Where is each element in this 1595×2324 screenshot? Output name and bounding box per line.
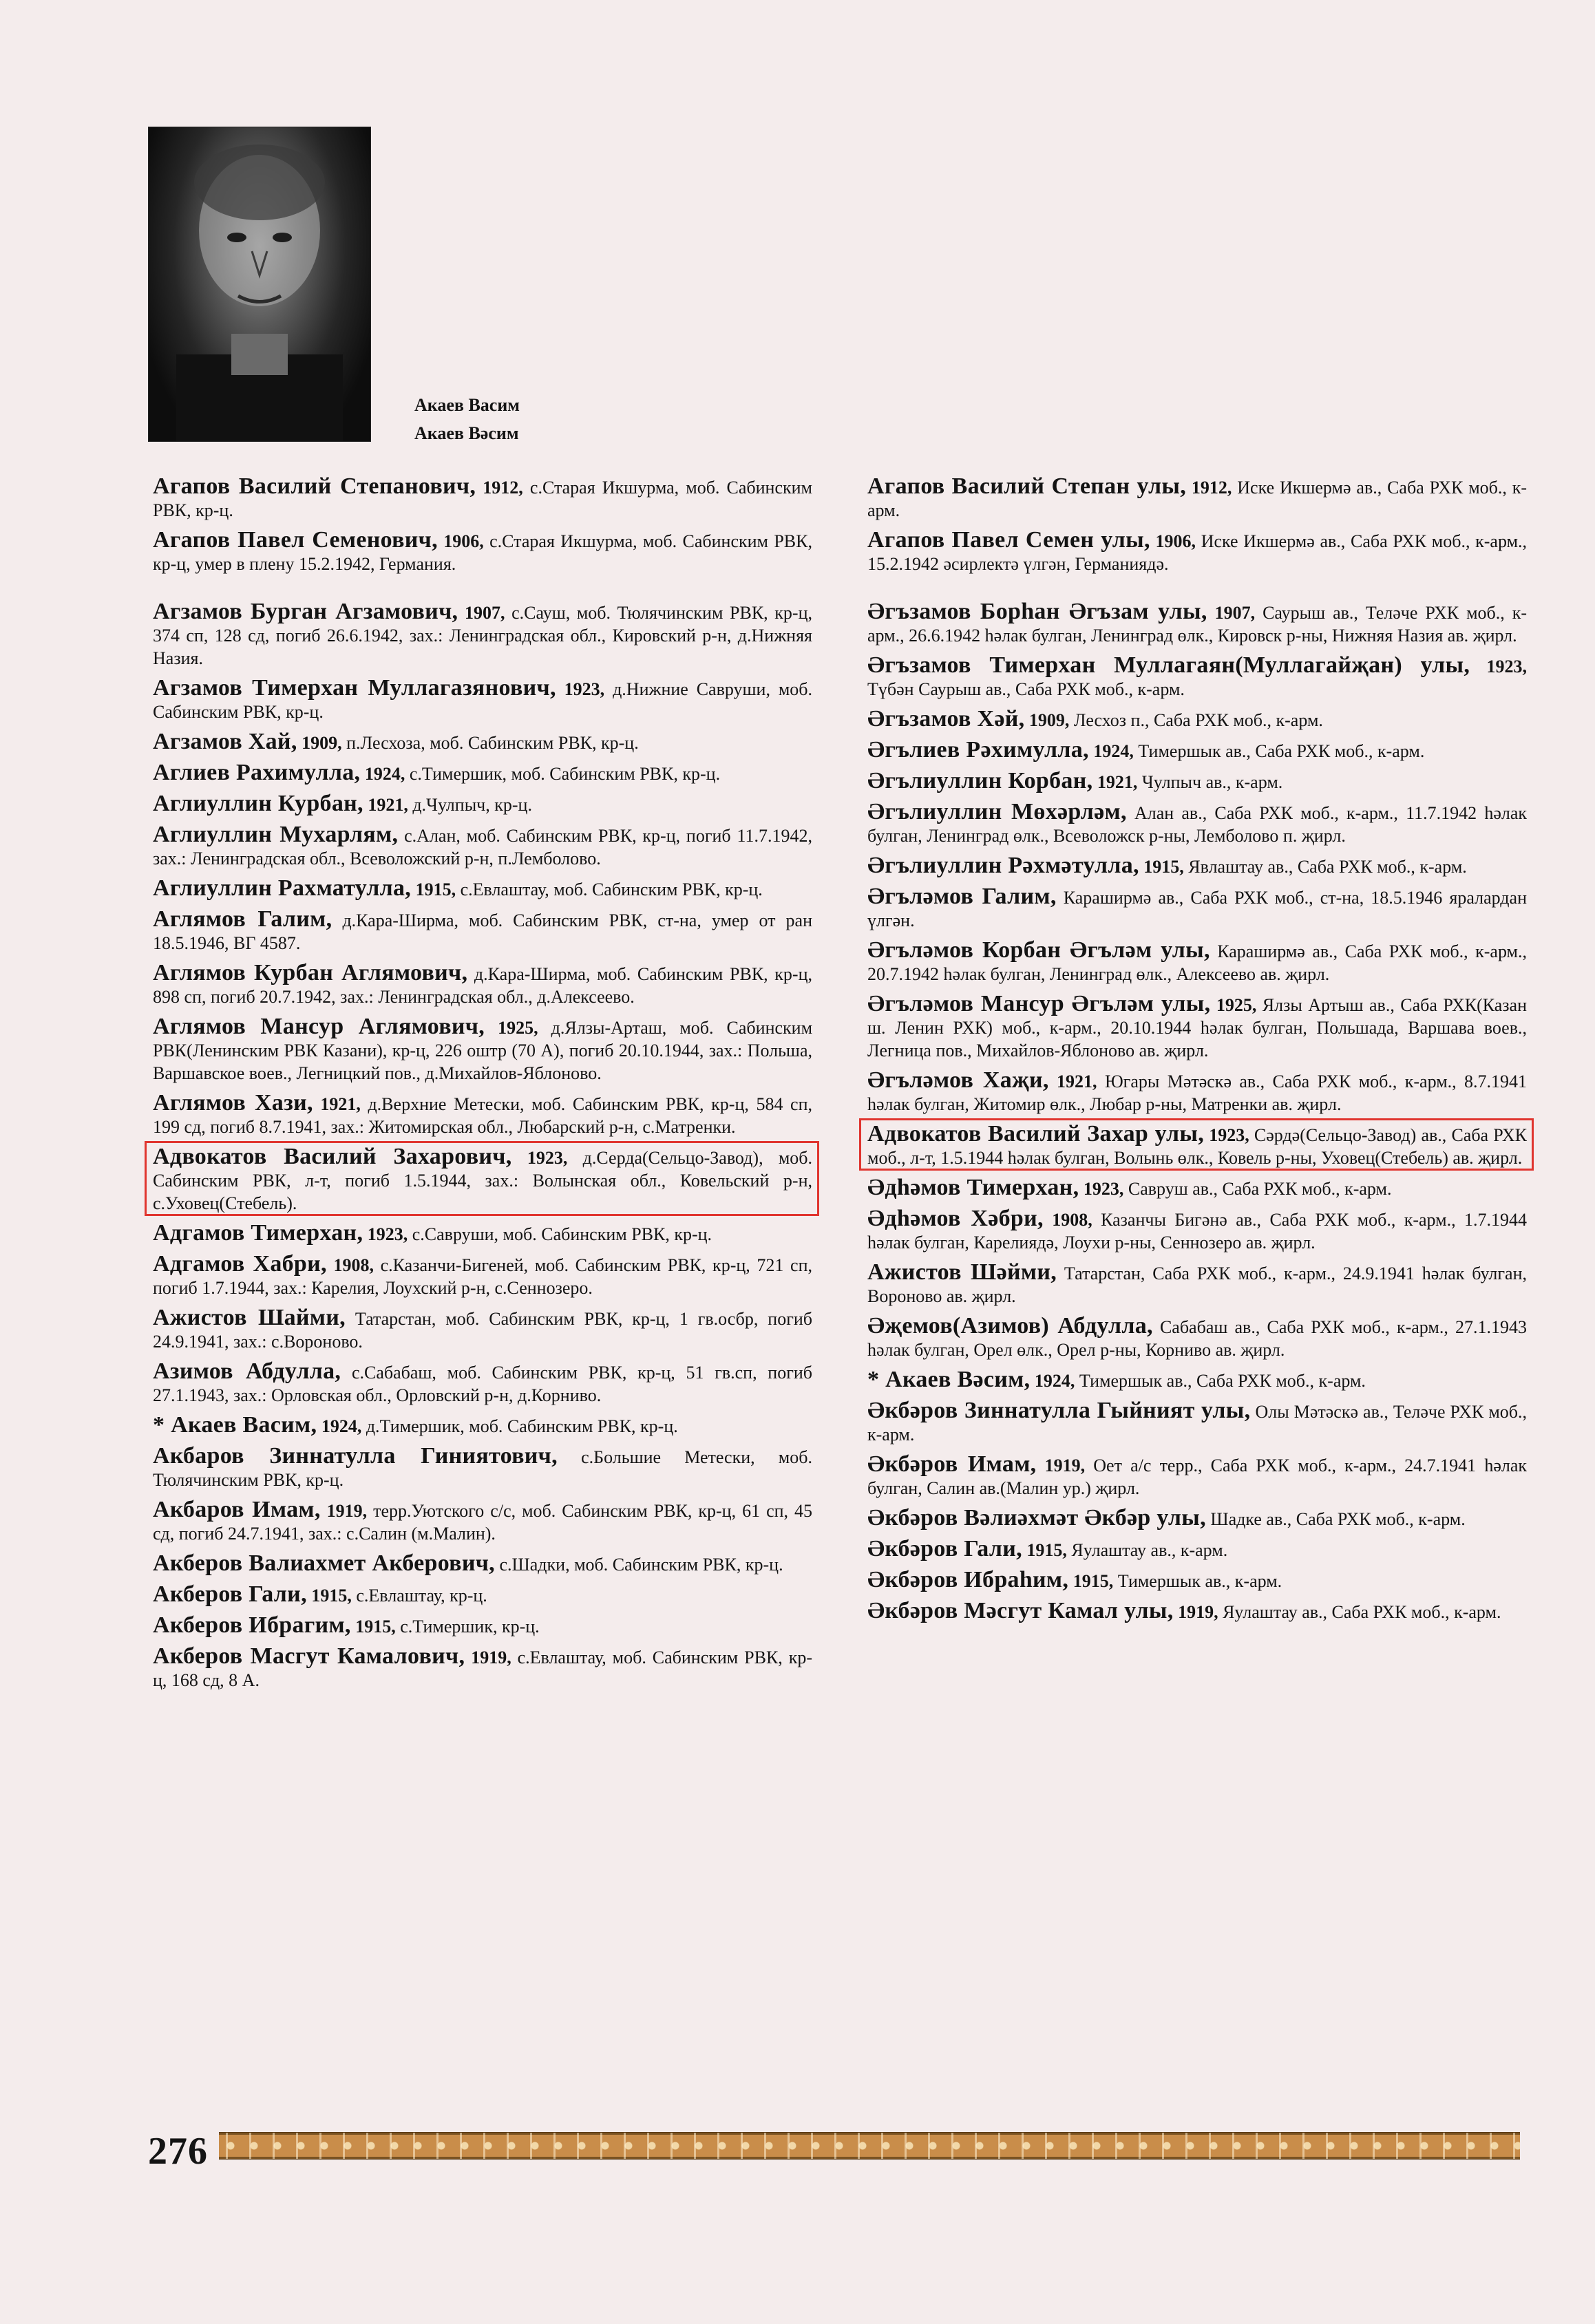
entry-details: с.Савруши, моб. Сабинским РВК, кр-ц. bbox=[412, 1224, 712, 1244]
entry-name: * Акаев Васим, bbox=[153, 1412, 317, 1438]
entry-name: Ажистов Шәйми, bbox=[867, 1259, 1057, 1285]
entry-name: Агзамов Бурган Агзамович, bbox=[153, 599, 458, 624]
russian-entry bbox=[151, 1552, 812, 1576]
entry-year: 1908, bbox=[333, 1255, 374, 1275]
tatar-entry bbox=[866, 529, 1527, 575]
decorative-border bbox=[219, 2132, 1520, 2160]
entry-year: 1915, bbox=[1026, 1540, 1067, 1560]
entry-details: Яулаштау ав., Саба РХК моб., к-арм. bbox=[1223, 1602, 1501, 1622]
russian-entry bbox=[151, 600, 812, 670]
entry-name: Әдһәмов Хәбри, bbox=[867, 1206, 1044, 1231]
entry-details: Явлаштау ав., Саба РХК моб., к-арм. bbox=[1188, 857, 1467, 877]
entry-name: Әдһәмов Тимерхан, bbox=[867, 1175, 1079, 1200]
entry-name: Әҗемов(Азимов) Абдулла, bbox=[867, 1313, 1153, 1339]
caption-tatar: Акаев Вәсим bbox=[414, 423, 519, 443]
entry-details: д.Тимершик, моб. Сабинским РВК, кр-ц. bbox=[366, 1416, 678, 1436]
entry-name: Азимов Абдулла, bbox=[153, 1358, 341, 1384]
entry-name: Әгъзамов Хәй, bbox=[867, 706, 1025, 732]
entry-details: Тимершык ав., Саба РХК моб., к-арм. bbox=[1138, 741, 1425, 761]
tatar-entry bbox=[866, 939, 1527, 985]
tatar-entry bbox=[866, 885, 1527, 932]
russian-entry bbox=[151, 1583, 812, 1607]
entry-year: 1915, bbox=[355, 1617, 396, 1637]
entry-name: Әгъләмов Мансур Әгъләм улы, bbox=[867, 991, 1211, 1016]
russian-entry bbox=[151, 730, 812, 754]
entry-name: Акбаров Зиннатулла Гиниятович, bbox=[153, 1443, 558, 1469]
entry-name: Әгълиев Рәхимулла, bbox=[867, 737, 1089, 763]
entry-year: 1909, bbox=[302, 733, 342, 753]
entry-details: с.Евлаштау, кр-ц. bbox=[356, 1586, 487, 1606]
tatar-entry bbox=[866, 1399, 1527, 1446]
entry-name: Әгъләмов Хаҗи, bbox=[867, 1067, 1049, 1093]
entry-name: Әгъләмов Корбан Әгъләм улы, bbox=[867, 937, 1210, 963]
entry-details: д.Кара-Ширма, моб. Сабинским РВК, кр-ц, 898 сп, погиб 20.7.1942, зах.: Ленинградская обл., д.Алексеево. bbox=[153, 964, 813, 1007]
entry-name: Акберов Гали, bbox=[153, 1581, 307, 1607]
russian-entry bbox=[151, 1222, 812, 1246]
entry-year: 1923, bbox=[1486, 657, 1527, 676]
entry-name: Адгамов Хабри, bbox=[153, 1251, 327, 1277]
entry-name: Акбаров Имам, bbox=[153, 1497, 321, 1522]
entry-details: Каpаширмә ав., Саба РХК моб., к-арм., 20.7.1942 һәлак булган, Ленинград өлк., Алексеево ав. җирл. bbox=[867, 941, 1528, 984]
entry-name: Әкбәров Мәсгут Камал улы, bbox=[867, 1598, 1174, 1623]
entry-details: с.Сауш, моб. Тюлячинским РВК, кр-ц, 374 сп, 128 сд, погиб 26.6.1942, зах.: Ленинградская обл., Кировский р-н, д.Нижняя Назия. bbox=[153, 603, 812, 668]
entry-year: 1906, bbox=[1155, 531, 1196, 551]
entry-year: 1924, bbox=[321, 1416, 362, 1436]
entry-details: Иске Икшермә ав., Саба РХК моб., к-арм. bbox=[867, 478, 1528, 520]
entry-year: 1912, bbox=[1191, 478, 1232, 498]
entry-details: д.Нижние Савруши, моб. Сабинским РВК, кр-ц. bbox=[153, 679, 813, 722]
entry-details: с.Тимершик, кр-ц. bbox=[400, 1617, 540, 1637]
entry-details: с.Большие Метески, моб. Тюлячинским РВК, кр-ц. bbox=[153, 1447, 812, 1490]
entry-details: Татарстан, Саба РХК моб., к-арм., 24.9.1941 һәлак булган, Вороново ав. җирл. bbox=[867, 1264, 1527, 1306]
entry-name: Адвокатов Василий Захарович, bbox=[153, 1144, 512, 1169]
entry-year: 1915, bbox=[415, 880, 456, 899]
entry-year: 1912, bbox=[483, 478, 523, 498]
entry-year: 1915, bbox=[311, 1586, 352, 1606]
entry-details: с.Евлаштау, моб. Сабинским РВК, кр-ц, 168 сд, 8 А. bbox=[153, 1648, 812, 1690]
entry-details: Татарстан, моб. Сабинским РВК, кр-ц, 1 гв.осбр, погиб 24.9.1941, зах.: с.Вороново. bbox=[153, 1309, 813, 1352]
entry-name: Агзамов Хай, bbox=[153, 729, 297, 754]
russian-entry bbox=[151, 1614, 812, 1638]
russian-entry bbox=[151, 961, 812, 1008]
entry-details: Савруш ав., Саба РХК моб., к-арм. bbox=[1128, 1179, 1392, 1199]
russian-entry bbox=[151, 1360, 812, 1407]
russian-entry bbox=[151, 823, 812, 870]
entry-details: с.Шадки, моб. Сабинским РВК, кр-ц. bbox=[499, 1555, 783, 1575]
russian-entry bbox=[151, 908, 812, 955]
entry-details: Тимершык ав., Саба РХК моб., к-арм. bbox=[1079, 1371, 1366, 1391]
russian-entry bbox=[151, 877, 812, 901]
entry-year: 1915, bbox=[1073, 1571, 1114, 1591]
entry-year: 1925, bbox=[498, 1018, 538, 1038]
tatar-entry bbox=[866, 800, 1527, 847]
entry-details: Иске Икшермә ав., Саба РХК моб., к-арм., 15.2.1942 әсирлектә үлгән, Германиядә. bbox=[867, 531, 1528, 574]
tatar-entry bbox=[866, 1207, 1527, 1254]
entry-name: Әкбәров Зиннатулла Гыйният улы, bbox=[867, 1398, 1251, 1423]
entry-year: 1907, bbox=[464, 603, 505, 623]
entry-year: 1924, bbox=[364, 764, 405, 784]
entry-details: Тимершык ав., к-арм. bbox=[1117, 1571, 1282, 1591]
tatar-entry bbox=[866, 1453, 1527, 1500]
entry-year: 1919, bbox=[326, 1501, 368, 1521]
entry-details: Лесхоз п., Саба РХК моб., к-арм. bbox=[1073, 710, 1323, 730]
entry-year: 1921, bbox=[1097, 772, 1138, 792]
tatar-entry bbox=[866, 1568, 1527, 1592]
russian-column bbox=[151, 475, 812, 1698]
entry-name: Агапов Василий Степанович, bbox=[153, 473, 476, 499]
entry-name: Аглиуллин Курбан, bbox=[153, 791, 363, 816]
entry-details: Караширмә ав., Саба РХК моб., ст-на, 18.5.1946 яралардан үлгән. bbox=[867, 888, 1527, 930]
russian-entry bbox=[151, 1414, 812, 1438]
entry-details: д.Серда(Сельцо-Завод), моб. Сабинским РВК, л-т, погиб 1.5.1944, зах.: Волынская обл., Ковельский р-н, с.Уховец(Стебель). bbox=[153, 1148, 813, 1213]
entry-year: 1909, bbox=[1028, 710, 1070, 730]
entry-details: терр.Уютского с/с, моб. Сабинским РВК, кр-ц, 61 сп, 45 сд, погиб 24.7.1941, зах.: с.Салин (м.Малин). bbox=[153, 1501, 813, 1544]
highlight-box-left bbox=[145, 1141, 819, 1216]
entry-details: Шадке ав., Саба РХК моб., к-арм. bbox=[1210, 1509, 1466, 1529]
tatar-entry bbox=[866, 992, 1527, 1062]
entry-name: Агзамов Тимерхан Муллагазянович, bbox=[153, 675, 556, 701]
entry-year: 1907, bbox=[1214, 603, 1256, 623]
entry-name: Аглямов Курбан Аглямович, bbox=[153, 960, 468, 985]
entry-year: 1924, bbox=[1034, 1371, 1075, 1391]
photo-caption bbox=[414, 391, 520, 447]
entry-year: 1908, bbox=[1052, 1210, 1092, 1230]
entry-year: 1923, bbox=[1209, 1125, 1249, 1145]
portrait-photo bbox=[148, 127, 371, 442]
caption-russian: Акаев Васим bbox=[414, 395, 520, 415]
russian-entry bbox=[151, 1091, 812, 1138]
entry-name: Акберов Валиахмет Акберович, bbox=[153, 1550, 495, 1576]
entry-name: Акберов Ибрагим, bbox=[153, 1612, 351, 1638]
russian-entry bbox=[151, 676, 812, 723]
entry-details: Казанчы Бигәнә ав., Саба РХК моб., к-арм., 1.7.1944 һәлак булган, Карелиядә, Лоухи р-ны, Сеннозеро ав. җирл. bbox=[867, 1210, 1528, 1252]
entry-details: Яулаштау ав., к-арм. bbox=[1071, 1540, 1228, 1560]
russian-entry bbox=[151, 1252, 812, 1299]
entry-year: 1906, bbox=[443, 531, 484, 551]
russian-entry bbox=[151, 1444, 812, 1491]
entry-year: 1923, bbox=[527, 1148, 568, 1168]
entry-details: с.Алан, моб. Сабинским РВК, кр-ц, погиб 11.7.1942, зах.: Ленинградская обл., Всеволожский р-н, п.Лемболово. bbox=[153, 826, 812, 868]
entry-name: Әгъләмов Галим, bbox=[867, 884, 1057, 909]
entry-name: Әгъзамов Борһан Әгъзам улы, bbox=[867, 599, 1207, 624]
entry-details: Оет а/с терр., Саба РХК моб., к-арм., 24.7.1941 һәлак булган, Салин ав.(Малин ур.) җирл. bbox=[867, 1456, 1528, 1498]
entry-name: Әгълиуллин Рәхмәтулла, bbox=[867, 853, 1139, 878]
tatar-entry bbox=[866, 1261, 1527, 1308]
entry-details: Сабабаш ав., Саба РХК моб., к-арм., 27.1.1943 һәлак булган, Орел өлк., Орел р-ны, Корниво ав. җирл. bbox=[867, 1317, 1527, 1360]
entry-year: 1923, bbox=[564, 679, 605, 699]
entry-details: д.Чулпыч, кр-ц. bbox=[412, 795, 532, 815]
entry-name: Аглямов Галим, bbox=[153, 906, 332, 932]
entry-name: Әгълиуллин Мөхәрләм, bbox=[867, 799, 1127, 824]
entry-details: с.Евлаштау, моб. Сабинским РВК, кр-ц. bbox=[460, 880, 763, 899]
entry-name: Әкбәров Имам, bbox=[867, 1451, 1037, 1477]
tatar-entry bbox=[866, 1537, 1527, 1561]
tatar-entry bbox=[866, 1069, 1527, 1116]
entry-name: Агапов Василий Степан улы, bbox=[867, 473, 1187, 499]
entry-details: Югары Мәтәскә ав., Саба РХК моб., к-арм., 8.7.1941 һәлак булган, Житомир өлк., Любар р-ны, Матренки ав. җирл. bbox=[867, 1072, 1528, 1114]
entry-name: Әгъзамов Тимерхан Муллагаян(Муллагайҗан) улы, bbox=[867, 652, 1470, 678]
entry-name: Аглямов Хази, bbox=[153, 1090, 313, 1116]
entry-name: Әгълиуллин Корбан, bbox=[867, 768, 1093, 793]
entry-name: Адвокатов Василий Захар улы, bbox=[867, 1121, 1205, 1147]
entry-details: Сәрдә(Сельцо-Завод) ав., Саба РХК моб., л-т, 1.5.1944 һәлак булган, Волынь өлк., Ковель р-ны, Уховец(Стебель) ав. җирл. bbox=[867, 1125, 1527, 1168]
tatar-entry bbox=[866, 1506, 1527, 1531]
russian-entry bbox=[151, 529, 812, 575]
entry-name: Ажистов Шайми, bbox=[153, 1305, 346, 1330]
highlight-box-right bbox=[859, 1118, 1534, 1171]
entry-details: Түбән Саурыш ав., Саба РХК моб., к-арм. bbox=[867, 679, 1185, 699]
entry-year: 1924, bbox=[1093, 741, 1134, 761]
entry-name: Аглиуллин Рахматулла, bbox=[153, 875, 412, 901]
entry-details: с.Старая Икшурма, моб. Сабинским РВК, кр-ц. bbox=[153, 478, 813, 520]
entry-name: Акберов Масгут Камалович, bbox=[153, 1643, 465, 1669]
entry-name: Аглиуллин Мухарлям, bbox=[153, 822, 399, 847]
russian-entry bbox=[151, 1015, 812, 1085]
entry-year: 1915, bbox=[1143, 857, 1184, 877]
entry-details: д.Ялзы-Арташ, моб. Сабинским РВК(Ленинским РВК Казани), кр-ц, 226 оштр (70 А), погиб 20.10.1944, зах.: Польша, Варшавское воев., Легницкий пов., д.Михайлов-Яблоново. bbox=[153, 1018, 813, 1083]
entry-year: 1919, bbox=[471, 1648, 511, 1667]
entry-details: с.Тимершик, моб. Сабинским РВК, кр-ц. bbox=[409, 764, 721, 784]
russian-entry bbox=[151, 475, 812, 522]
entry-details: с.Сабабаш, моб. Сабинским РВК, кр-ц, 51 гв.сп, погиб 27.1.1943, зах.: Орловская обл., Орловский р-н, д.Корниво. bbox=[153, 1363, 813, 1405]
entry-details: Саурыш ав., Теләче РХК моб., к-арм., 26.6.1942 һәлак булган, Ленинград өлк., Кировск р-ны, Нижняя Назия ав. җирл. bbox=[867, 603, 1528, 646]
entry-year: 1919, bbox=[1178, 1602, 1218, 1622]
entry-name: Әкбәров Ибраһим, bbox=[867, 1567, 1069, 1592]
russian-entry bbox=[151, 761, 812, 785]
entry-year: 1925, bbox=[1216, 995, 1257, 1015]
entry-details: с.Казанчи-Бигеней, моб. Сабинским РВК, кр-ц, 721 сп, погиб 1.7.1944, зах.: Карелия, Лоухский р-н, с.Сеннозеро. bbox=[153, 1255, 813, 1298]
tatar-entry bbox=[866, 600, 1527, 647]
entry-name: Әкбәров Вәлиәхмәт Әкбәр улы, bbox=[867, 1505, 1206, 1531]
tatar-entry bbox=[866, 769, 1527, 793]
entry-details: д.Верхние Метески, моб. Сабинским РВК, кр-ц, 584 сп, 199 сд, погиб 8.7.1941, зах.: Житомирская обл., Любарский р-н, с.Матренки. bbox=[153, 1094, 812, 1137]
entry-name: * Акаев Вәсим, bbox=[867, 1367, 1031, 1392]
entry-name: Агапов Павел Семенович, bbox=[153, 527, 438, 553]
tatar-column bbox=[866, 475, 1527, 1630]
entry-year: 1923, bbox=[367, 1224, 408, 1244]
entry-year: 1919, bbox=[1044, 1456, 1086, 1475]
entry-name: Аглиев Рахимулла, bbox=[153, 760, 361, 785]
entry-year: 1921, bbox=[1057, 1072, 1097, 1091]
entry-details: с.Старая Икшурма, моб. Сабинским РВК, кр-ц, умер в плену 15.2.1942, Германия. bbox=[153, 531, 812, 574]
entry-name: Агапов Павел Семен улы, bbox=[867, 527, 1150, 553]
entry-details: Алан ав., Саба РХК моб., к-арм., 11.7.1942 һәлак булган, Ленинград өлк., Всеволожск р-ны, Лемболово п. җирл. bbox=[867, 803, 1527, 846]
entry-year: 1921, bbox=[368, 795, 408, 815]
russian-entry bbox=[151, 1498, 812, 1545]
russian-entry bbox=[151, 792, 812, 816]
entry-year: 1923, bbox=[1083, 1179, 1124, 1199]
tatar-entry bbox=[866, 475, 1527, 522]
entry-details: Чулпыч ав., к-арм. bbox=[1141, 772, 1283, 792]
tatar-entry bbox=[866, 654, 1527, 701]
entry-name: Әкбәров Гали, bbox=[867, 1536, 1022, 1561]
tatar-entry bbox=[866, 1176, 1527, 1200]
entry-details: п.Лесхоза, моб. Сабинским РВК, кр-ц. bbox=[346, 733, 639, 753]
tatar-entry bbox=[866, 854, 1527, 878]
entry-details: Олы Мәтәскә ав., Теләче РХК моб., к-арм. bbox=[867, 1402, 1528, 1444]
tatar-entry bbox=[866, 1368, 1527, 1392]
tatar-entry bbox=[866, 1314, 1527, 1361]
tatar-entry bbox=[866, 738, 1527, 763]
entry-details: Ялзы Артыш ав., Саба РХК(Казан ш. Ленин РХК) моб., к-арм., 20.10.1944 һәлак булган, Польшада, Варшава воев., Легница пов., Михайлов-Яблоново ав. җирл. bbox=[867, 995, 1527, 1060]
page-number: 276 bbox=[148, 2130, 208, 2173]
tatar-entry bbox=[866, 707, 1527, 732]
tatar-entry bbox=[866, 1599, 1527, 1623]
entry-details: д.Кара-Ширма, моб. Сабинским РВК, ст-на, умер от ран 18.5.1946, ВГ 4587. bbox=[153, 910, 812, 953]
entry-name: Адгамов Тимерхан, bbox=[153, 1220, 363, 1246]
entry-name: Аглямов Мансур Аглямович, bbox=[153, 1014, 485, 1039]
russian-entry bbox=[151, 1645, 812, 1692]
russian-entry bbox=[151, 1306, 812, 1353]
entry-year: 1921, bbox=[320, 1094, 361, 1114]
